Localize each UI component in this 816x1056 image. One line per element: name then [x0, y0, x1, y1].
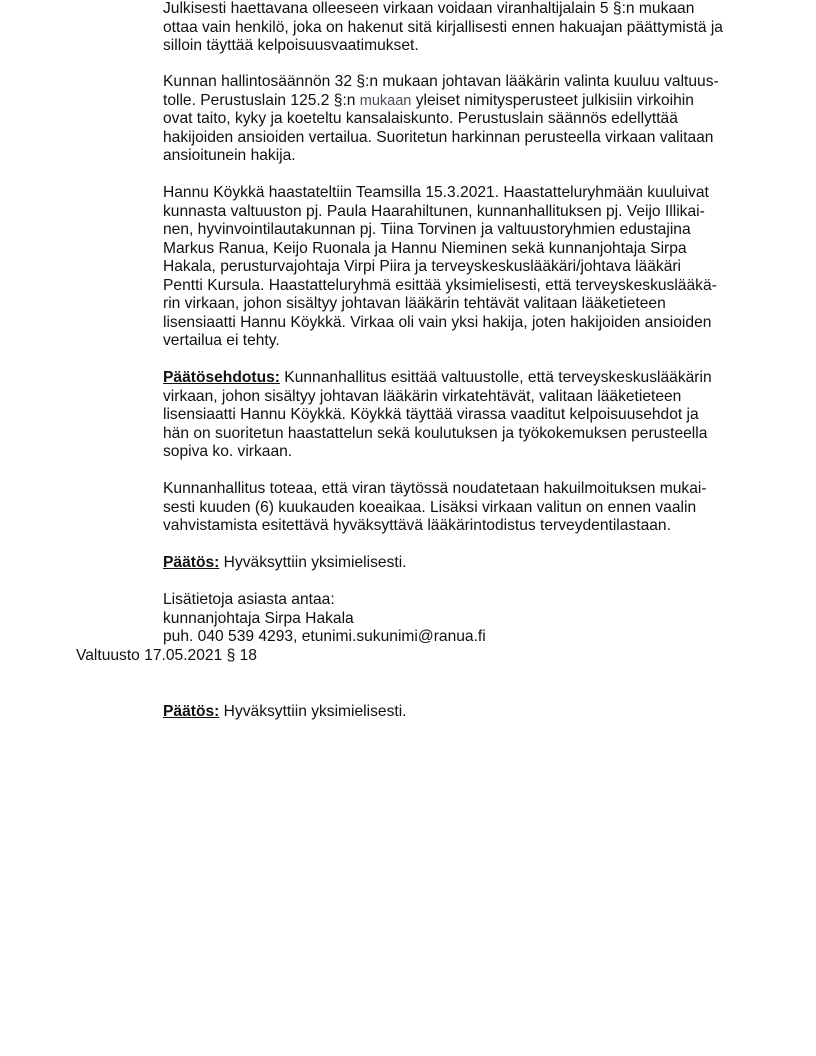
text-line: hän on suoritetun haastattelun sekä koulutuksen ja työkokemuksen perusteella [163, 424, 708, 442]
decision-board [163, 554, 753, 573]
text-line: ottaa vain henkilö, joka on hakenut sitä kirjallisesti ennen hakuajan päättymistä ja [163, 18, 723, 36]
text-line [163, 703, 753, 722]
text-line: ovat taito, kyky ja koeteltu kansalaiskunto. Perustuslain säännös edellyttää [163, 110, 678, 127]
contact-line: puh. 040 539 4293, etunimi.sukunimi@ranua.fi [163, 628, 486, 645]
text-line: lisensiaatti Hannu Köykkä. Virkaa oli vain yksi hakija, joten hakijoiden ansioiden [163, 313, 712, 331]
text-line: kunnasta valtuuston pj. Paula Haarahiltunen, kunnanhallituksen pj. Veijo Illikai- [163, 202, 705, 220]
paragraph-selection-authority [163, 73, 753, 166]
paragraph-probation [163, 480, 753, 536]
text-line: Pentti Kursula. Haastatteluryhmä esittää yksimielisesti, että terveyskeskuslääkä- [163, 276, 717, 294]
text-line: Kunnan hallintosäännön 32 §:n mukaan johtavan lääkärin valinta kuuluu valtuus- [163, 73, 719, 90]
text-line: Julkisesti haettavana olleeseen virkaan voidaan viranhaltijalain 5 §:n mukaan [163, 0, 695, 17]
text-segment: tolle. Perustuslain 125.2 §:n [163, 91, 360, 109]
paragraph-interview [163, 184, 753, 351]
decision-text: Hyväksyttiin yksimielisesti. [219, 554, 407, 571]
text-line [163, 92, 753, 111]
text-line: Hakala, perusturvajohtaja Virpi Piira ja terveyskeskuslääkäri/johtava lääkäri [163, 258, 682, 275]
text-line: lisensiaatti Hannu Köykkä. Köykkä täyttää virassa vaaditut kelpoisuusehdot ja [163, 406, 699, 423]
text-line: hakijoiden ansioiden vertailua. Suoritetun harkinnan perusteella virkaan valitaan [163, 128, 714, 146]
text-line: Markus Ranua, Keijo Ruonala ja Hannu Nieminen sekä kunnanjohtaja Sirpa [163, 239, 687, 257]
paragraph-proposal [163, 369, 753, 462]
text-line: vahvistamista esitettävä hyväksyttävä lääkärintodistus terveydentilastaan. [163, 517, 671, 534]
contact-line: Lisätietoja asiasta antaa: [163, 591, 335, 608]
contact-line: kunnanjohtaja Sirpa Hakala [163, 609, 354, 627]
text-line: sesti kuuden (6) kuukauden koeaikaa. Lisäksi virkaan valitun on ennen vaalin [163, 498, 697, 516]
contact-info [163, 591, 753, 647]
text-line: rin virkaan, johon sisältyy johtavan lääkärin tehtävät valitaan lääketieteen [163, 295, 666, 312]
text-line: virkaan, johon sisältyy johtavan lääkärin virkatehtävät, valitaan lääketieteen [163, 387, 682, 405]
text-line: nen, hyvinvointilautakunnan pj. Tiina Torvinen ja valtuustoryhmien edustajina [163, 221, 691, 238]
decision-label: Päätös: [163, 703, 220, 720]
text-line: silloin täyttää kelpoisuusvaatimukset. [163, 37, 419, 54]
text-line: vertailua ei tehty. [163, 332, 280, 349]
text-line [163, 369, 753, 388]
text-segment: yleiset nimitysperusteet julkisiin virkoihin [411, 91, 694, 109]
proposal-label: Päätösehdotus: [163, 369, 280, 386]
decision-text: Hyväksyttiin yksimielisesti. [219, 703, 407, 720]
text-line: ansioitunein hakija. [163, 147, 296, 164]
section-heading: Valtuusto 17.05.2021 § 18 [76, 647, 257, 664]
decision-label: Päätös: [163, 554, 220, 571]
text-line: Hannu Köykkä haastateltiin Teamsilla 15.3.2021. Haastatteluryhmään kuuluivat [163, 184, 709, 201]
text-segment: Kunnanhallitus esittää valtuustolle, että terveyskeskuslääkärin [279, 369, 712, 386]
decision-council [163, 703, 753, 722]
paragraph-eligibility [163, 0, 753, 56]
text-line [163, 554, 753, 573]
text-line: sopiva ko. virkaan. [163, 443, 293, 460]
text-segment-gray: mukaan [359, 92, 412, 109]
text-line: Kunnanhallitus toteaa, että viran täytössä noudatetaan hakuilmoituksen mukai- [163, 480, 707, 497]
